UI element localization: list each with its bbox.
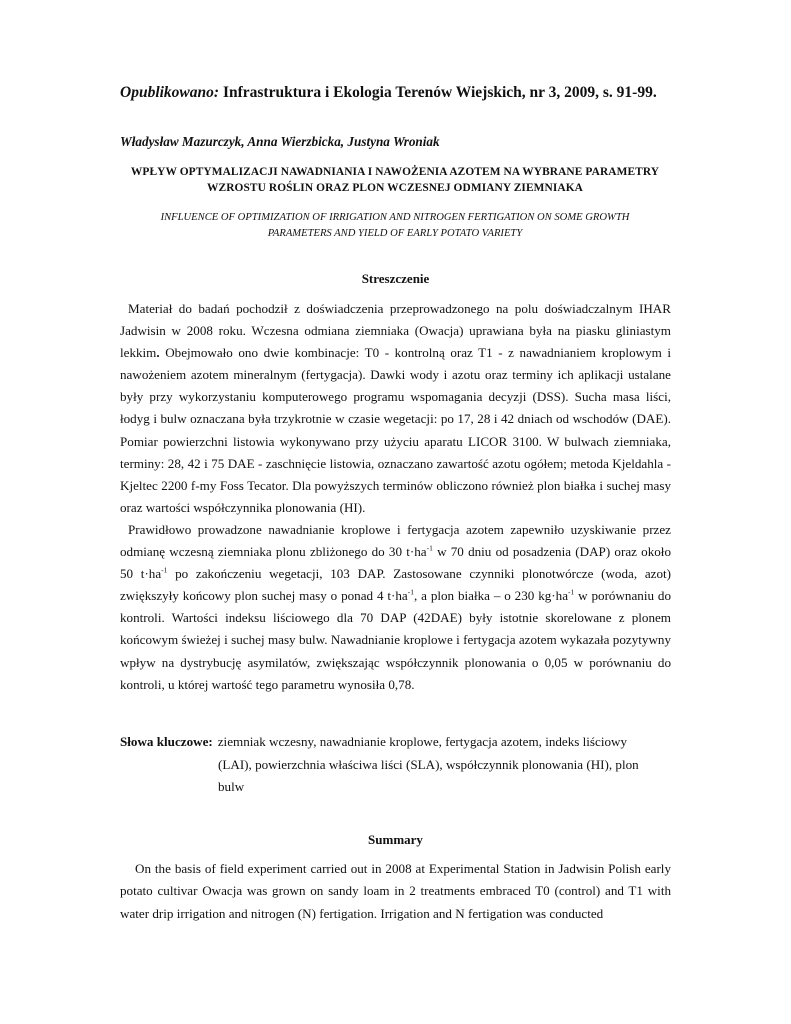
abstract-p1-dot: . [156,345,160,361]
keywords-line-3: bulw [218,779,245,794]
title-polish-line-1: WPŁYW OPTYMALIZACJI NAWADNIANIA I NAWOŻENIA AZOTEM NA WYBRANE PARAMETRY [130,166,660,178]
abstract-p2-part-d: , a plon białka – o 230 kg·ha [413,588,569,604]
abstract-p2-part-b: w 70 dniu od posadzenia (DAP) oraz około 50 t·ha [120,544,671,582]
summary-body [120,858,671,925]
abstract-heading: Streszczenie [361,271,430,286]
summary-heading: Summary [368,832,423,847]
title-english-line-2: PARAMETERS AND YIELD OF EARLY POTATO VARIETY [267,228,523,239]
abstract-paragraph-2 [120,519,671,696]
abstract-paragraph-1 [120,298,671,519]
superscript-4: -1 [568,587,575,597]
abstract-p2-part-e: w porównaniu do kontroli. Wartości indeksu liściowego dla 70 DAP (42DAE) były istotnie skorelowane z plonem końcowym świeżej i suchej masy bulw. Nawadnianie kroplowe i fertygacja azotem wykazała pozytywny wpływ na dystrybucję asymilatów, zwiększając współczynnik plonowania o 0,05 w porównaniu do kontroli, u której wartość tego parametru wynosiła 0,78. [120,588,671,692]
keywords-line-1: ziemniak wczesny, nawadnianie kroplowe, fertygacja azotem, indeks liściowy [217,734,628,749]
title-english [100,210,690,242]
abstract-p2-part-c: po zakończeniu wegetacji, 103 DAP. Zastosowane czynniki plonotwórcze (woda, azot) zwiększyły końcowy plon suchej masy o ponad 4 t·ha [120,566,671,604]
title-english-line-1: INFLUENCE OF OPTIMIZATION OF IRRIGATION AND NITROGEN FERTIGATION ON SOME GROWTH [160,212,630,223]
title-polish [100,164,690,196]
publication-source: Infrastruktura i Ekologia Terenów Wiejskich, nr 3, 2009, s. 91-99. [222,84,657,101]
publication-label: Opublikowano: [120,84,220,101]
authors: Władysław Mazurczyk, Anna Wierzbicka, Justyna Wroniak [120,134,440,149]
superscript-1: -1 [426,543,433,553]
keywords-first-row [120,731,671,754]
publication-line [120,84,720,102]
abstract-p1-part-b: Obejmowało ono dwie kombinacje: T0 - kontrolną oraz T1 - z nawadnianiem kroplowym i nawożeniem azotem mineralnym (fertygacja). Dawki wody i azotu oraz terminy ich aplikacji ustalane były przy wykorzystaniu komputerowego programu wspomagania decyzji (DSS). Sucha masa liści, łodyg i bulw oznaczana była trzykrotnie w czasie wegetacji: po 17, 28 i 42 dniach od wschodów (DAE). Pomiar powierzchni listowia wykonywano przy użyciu aparatu LICOR 3100. W bulwach ziemniaka, terminy: 28, 42 i 75 DAE - zaschnięcie listowia, oznaczano zawartość azotu ogółem; metoda Kjeldahla - Kjeltec 2200 f-my Foss Tecator. Dla powyższych terminów obliczono również plon białka i suchej masy oraz wartości współczynnika plonowania (HI). [120,345,671,515]
abstract-body [120,298,671,696]
title-polish-line-2: WZROSTU ROŚLIN ORAZ PLON WCZESNEJ ODMIANY ZIEMNIAKA [207,182,583,194]
abstract-p2-part-a: Prawidłowo prowadzone nawadnianie kroplowe i fertygacja azotem zapewniło uzyskiwanie przez odmianę wczesną ziemniaka plonu zbliżonego do 30 t·ha [120,521,671,560]
summary-paragraph: On the basis of field experiment carried out in 2008 at Experimental Station in Jadwisin Polish early potato cultivar Owacja was grown on sandy loam in 2 treatments embraced T0 (control) and T1 with water drip irrigation and nitrogen (N) fertigation. Irrigation and N fertigation was conducted [120,861,671,921]
superscript-2: -1 [161,565,168,575]
superscript-3: -1 [407,587,414,597]
keywords-line-2: (LAI), powierzchnia właściwa liści (SLA), współczynnik plonowania (HI), plon [218,756,639,772]
keywords-label: Słowa kluczowe: [120,734,213,749]
keywords-block [120,731,671,799]
abstract-p1-part-a: Materiał do badań pochodził z doświadczenia przeprowadzonego na polu doświadczalnym IHAR Jadwisin w 2008 roku. Wczesna odmiana ziemniaka (Owacja) uprawiana była na piasku gliniastym lekkim [120,301,671,361]
